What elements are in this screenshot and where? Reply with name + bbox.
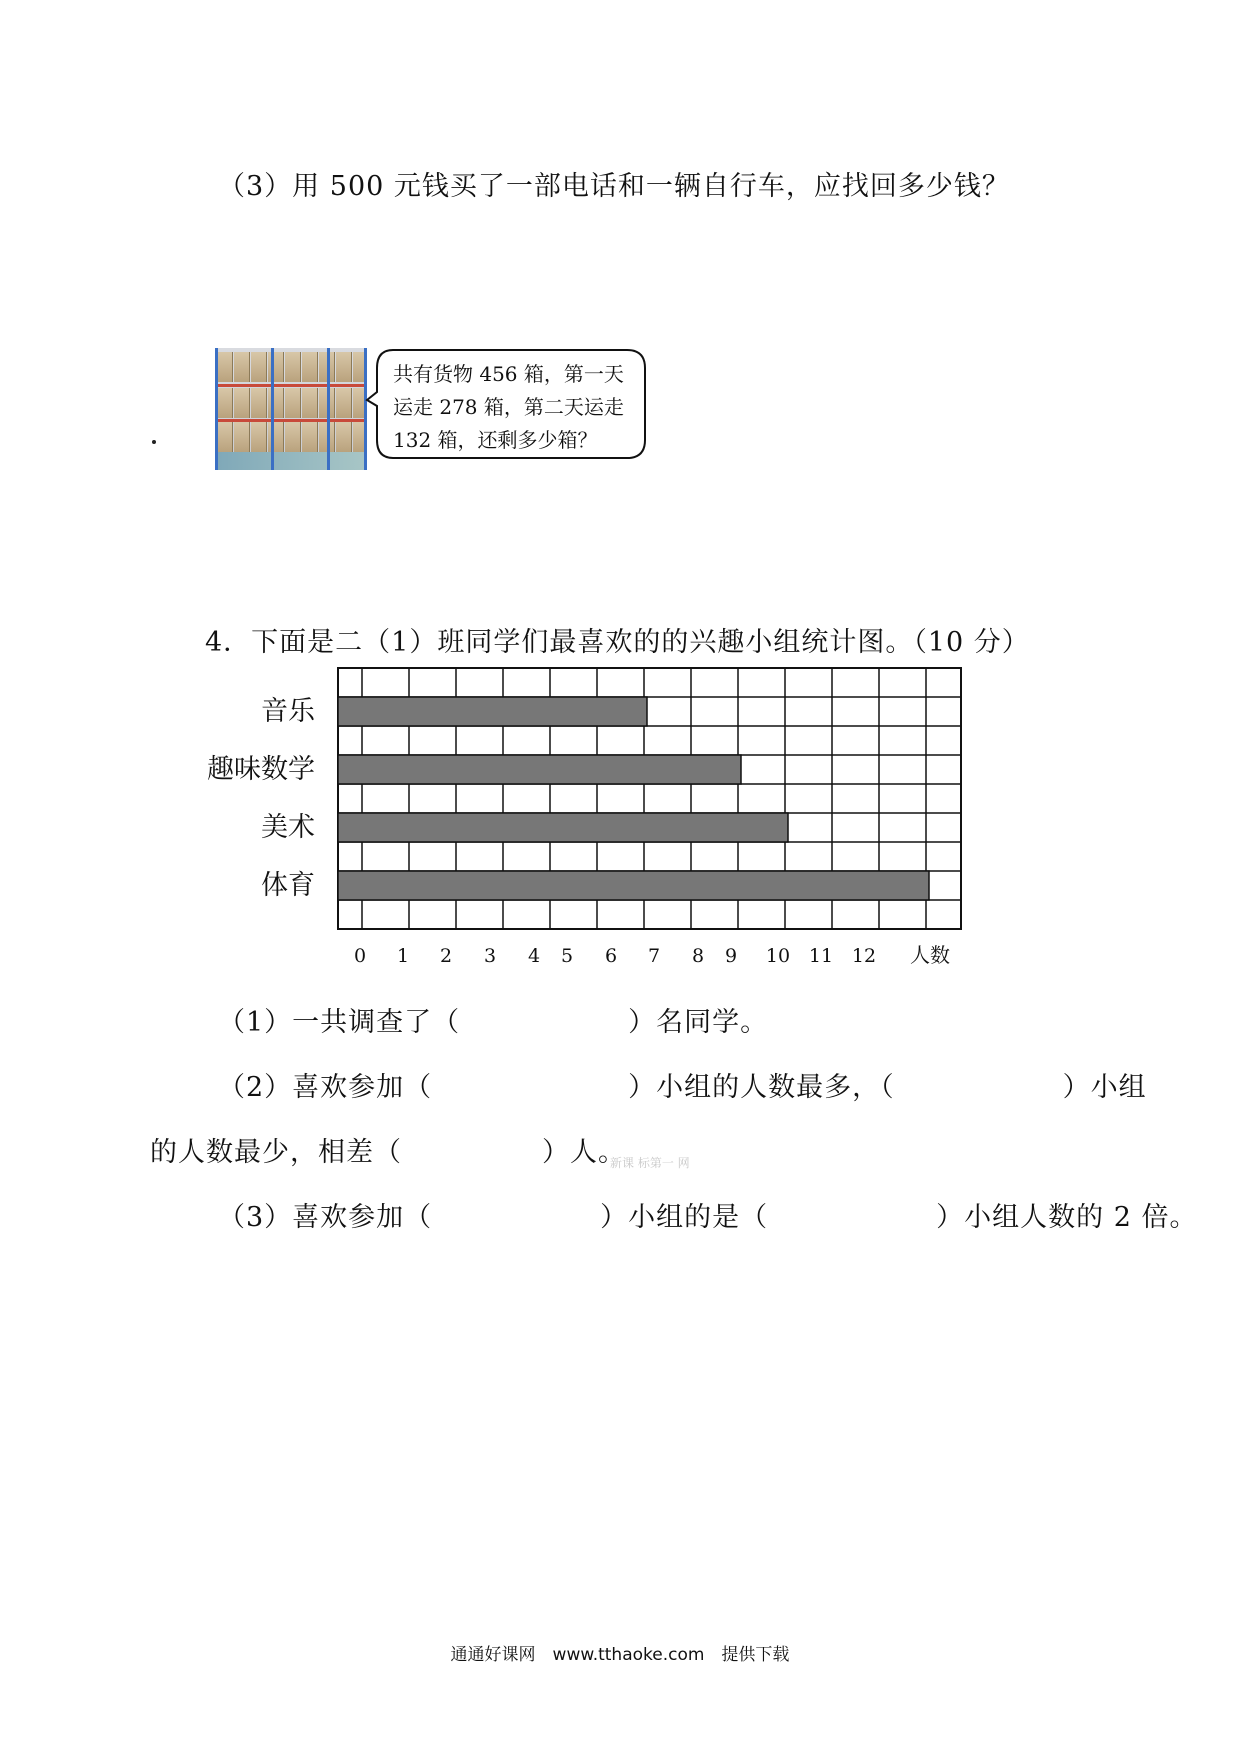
x-tick-label: 1 [396, 945, 410, 967]
cargo-box [217, 388, 233, 418]
shelf-row-top [215, 352, 367, 386]
cargo-box [302, 422, 318, 452]
shelf-row-mid [215, 388, 367, 422]
cargo-box [217, 422, 233, 452]
shelf-upright [271, 348, 274, 470]
cargo-box [251, 388, 267, 418]
x-axis-label: 人数 [910, 943, 950, 967]
shelf-beam [215, 384, 367, 387]
x-tick-label: 8 [691, 945, 705, 967]
bubble-line-1: 共有货物 456 箱，第一天 [393, 362, 624, 386]
cargo-box [251, 352, 267, 382]
cargo-box [336, 422, 352, 452]
category-label: 体育 [261, 870, 315, 901]
bar-3 [338, 871, 929, 900]
x-tick-label: 6 [604, 945, 618, 967]
question4-sub3: （3）喜欢参加（ ）小组的是（ ）小组人数的 2 倍。 [218, 1202, 1198, 1233]
x-tick-label: 5 [560, 945, 574, 967]
footer: 通通好课网 www.tthaoke.com 提供下载 [450, 1645, 790, 1665]
cargo-box [285, 388, 301, 418]
category-label: 趣味数学 [207, 754, 315, 785]
question4-sub2-line1: （2）喜欢参加（ ）小组的人数最多，（ ）小组 [218, 1072, 1147, 1103]
shelf-upright [327, 348, 330, 470]
cargo-box [302, 388, 318, 418]
x-tick-label: 9 [724, 945, 738, 967]
interest-group-bar-chart [190, 660, 970, 975]
x-tick-label: 12 [851, 945, 877, 967]
category-label: 美术 [261, 812, 315, 843]
bar-1 [338, 755, 741, 784]
cargo-box [336, 352, 352, 382]
cargo-box [234, 388, 250, 418]
warehouse-photo [215, 348, 367, 470]
question4-title: 4．下面是二（1）班同学们最喜欢的的兴趣小组统计图。（10 分） [205, 627, 1030, 658]
cargo-box [217, 352, 233, 382]
cargo-box [302, 352, 318, 382]
cargo-box [285, 352, 301, 382]
x-tick-label: 4 [527, 945, 541, 967]
question4-sub2-line2: 的人数最少，相差（ ）人。 [150, 1137, 626, 1168]
bar-0 [338, 697, 647, 726]
x-tick-label: 3 [483, 945, 497, 967]
shelf-upright [215, 348, 218, 470]
watermark: 新课 标第一 网 [610, 1156, 690, 1170]
question3-sub3: （3）用 500 元钱买了一部电话和一辆自行车，应找回多少钱？ [218, 171, 1010, 202]
bullet-dot [152, 440, 156, 444]
x-tick-label: 10 [765, 945, 791, 967]
cargo-box [285, 422, 301, 452]
warehouse-floor [215, 452, 367, 470]
bubble-line-3: 132 箱，还剩多少箱？ [393, 428, 598, 452]
x-tick-label: 0 [353, 945, 367, 967]
shelf-row-bottom [215, 422, 367, 456]
cargo-box [234, 352, 250, 382]
bubble-line-2: 运走 278 箱，第二天运走 [393, 395, 624, 419]
x-tick-label: 11 [808, 945, 834, 967]
shelf-beam [215, 419, 367, 422]
category-label: 音乐 [261, 696, 315, 727]
cargo-box [336, 388, 352, 418]
question4-sub1: （1）一共调查了（ ）名同学。 [218, 1007, 769, 1038]
x-tick-label: 2 [439, 945, 453, 967]
bar-2 [338, 813, 788, 842]
cargo-box [234, 422, 250, 452]
x-tick-label: 7 [647, 945, 661, 967]
cargo-box [251, 422, 267, 452]
